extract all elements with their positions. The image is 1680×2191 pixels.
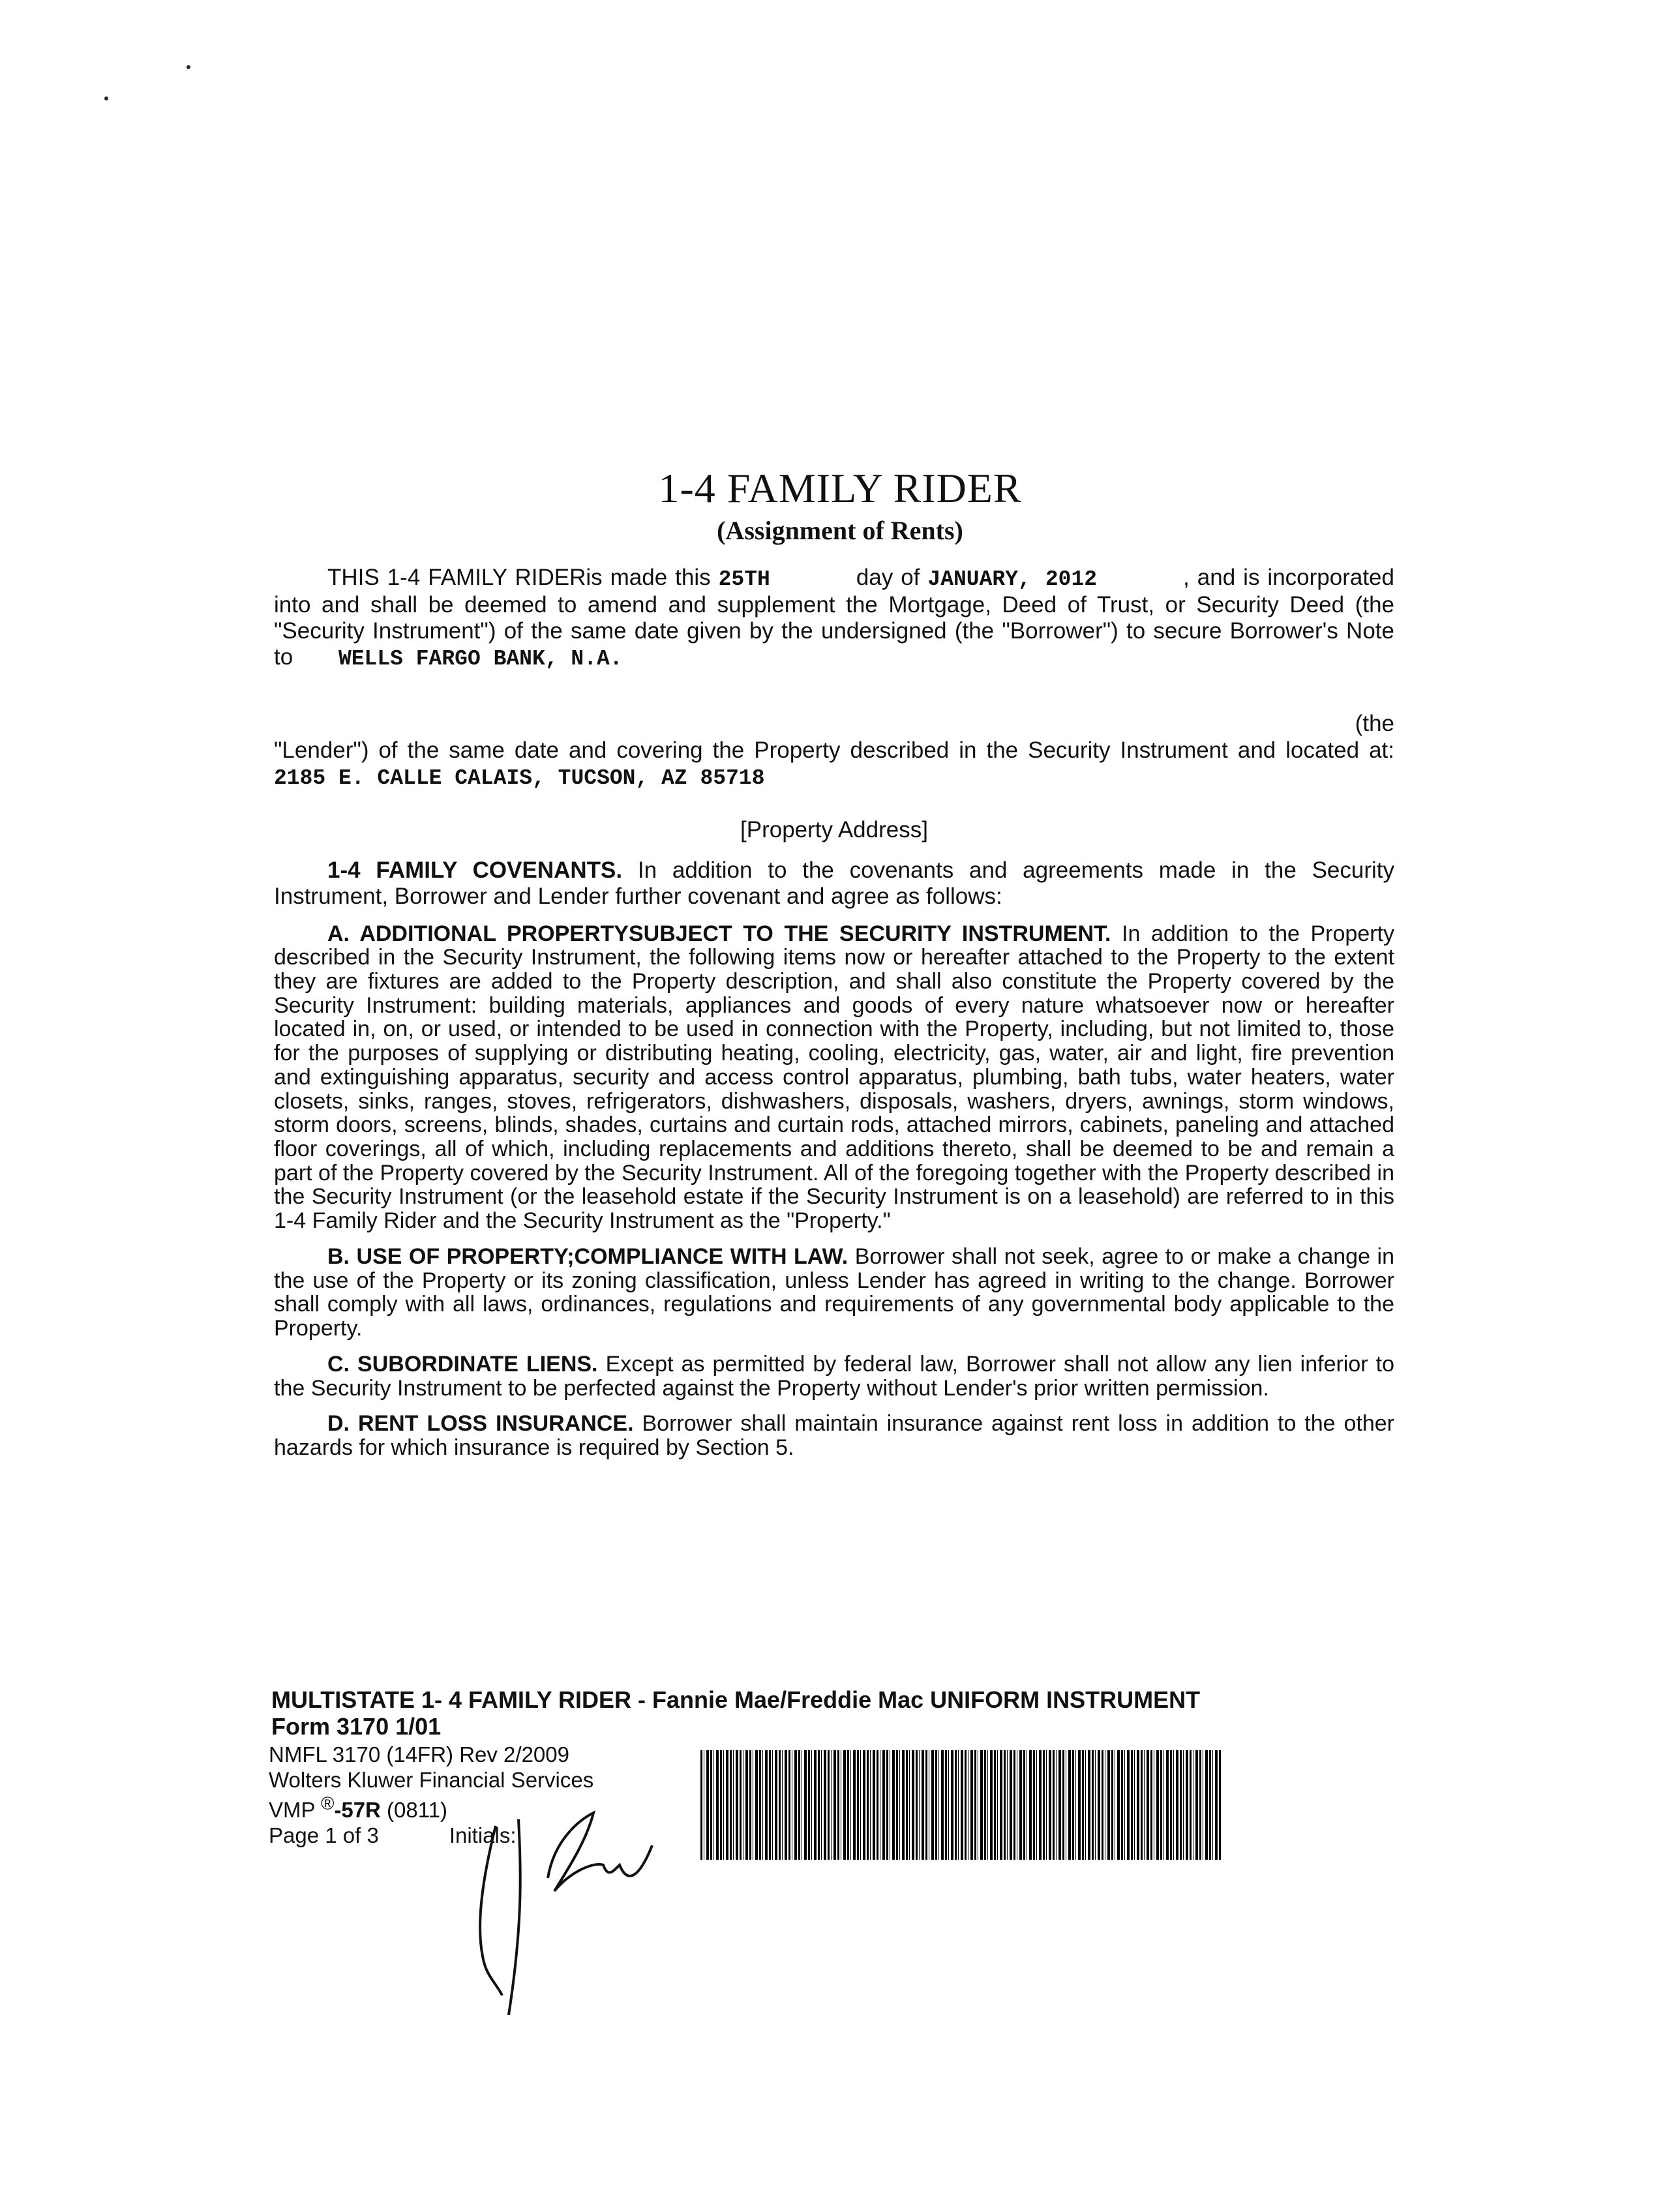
form-code: NMFL 3170 (14FR) Rev 2/2009 [269, 1742, 569, 1766]
form-title-line1: MULTISTATE 1- 4 FAMILY RIDER - Fannie Mae/Freddie Mac UNIFORM INSTRUMENT [271, 1686, 1201, 1713]
section-heading: C. SUBORDINATE LIENS. [327, 1351, 598, 1377]
section-text: Except as permitted by federal law, Borrower shall not allow any lien inferior to the Security Instrument to be perfected against the Property without Lender's prior written permission. [274, 1351, 1394, 1401]
section-text: In addition to the Property described in the Security Instrument, the following items now or hereafter attached to the Property to the extent they are fixtures are added to the Property description, and shall also constitute the Property covered by the Security Instrument: building materials, appliances and goods of every nature whatsoever now or hereafter located in, on, or used, or intended to be used in connection with the Property, including, but not limited to, those for the purposes of supplying or distributing heating, cooling, electricity, gas, water, air and light, fire prevention and extinguishing apparatus, security and access control apparatus, plumbing, bath tubs, water heaters, water closets, sinks, ranges, stoves, refrigerators, dishwashers, disposals, washers, dryers, awnings, storm windows, storm doors, screens, blinds, shades, curtains and curtain rods, attached mirrors, cabinets, paneling and attached floor coverings, all of which, including replacements and additions thereto, shall be deemed to be and remain a part of the Property covered by the Security Instrument. All of the foregoing together with the Property described in the Security Instrument (or the leasehold estate if the Security Instrument is on a leasehold) are referred to in this 1-4 Family Rider and the Security Instrument as the "Property." [274, 921, 1395, 1234]
intro-lead: THIS 1-4 FAMILY RIDERis made this [327, 565, 711, 590]
lender-paragraph [274, 738, 1394, 791]
section-heading: B. USE OF PROPERTY;COMPLIANCE WITH LAW. [327, 1244, 848, 1269]
section-d [274, 1412, 1394, 1459]
covenants-paragraph [274, 857, 1394, 910]
the-open-paren: (the [1355, 711, 1394, 737]
rider-day: 25TH [718, 567, 770, 591]
section-heading: A. ADDITIONAL PROPERTYSUBJECT TO THE SECURITY INSTRUMENT. [327, 921, 1111, 946]
rider-month-year: JANUARY, 2012 [927, 567, 1098, 591]
lender-name: WELLS FARGO BANK, N.A. [338, 647, 623, 672]
section-a [274, 922, 1394, 1233]
barcode [700, 1750, 1222, 1860]
page-indicator: Page 1 of 3 Initials: [269, 1823, 517, 1847]
vmp-line: VMP ®-57R (0811) [269, 1793, 448, 1822]
property-address-label: [Property Address] [740, 816, 928, 842]
intro-text: and is incorporated into and shall be deemed to amend and supplement the Mortgage, Deed of Trust, or Security Deed (the "Security Instrument") of the same date given by the undersigned (the "Borrower") to secure Borrower's Note to [274, 565, 1394, 670]
document-body [274, 565, 1394, 1460]
lender-text: "Lender") of the same date and covering the Property described in the Security Instrument and located at: [274, 737, 1394, 763]
scan-speck [187, 65, 190, 69]
covenants-text: In addition to the covenants and agreements made in the Security Instrument, Borrower and Lender further covenant and agree as follows: [274, 857, 1395, 910]
publisher: Wolters Kluwer Financial Services [269, 1767, 594, 1792]
form-title-line2: Form 3170 1/01 [271, 1713, 442, 1740]
document-subtitle: (Assignment of Rents) [717, 516, 963, 545]
covenants-heading: 1-4 FAMILY COVENANTS. [327, 857, 623, 884]
intro-paragraph [274, 565, 1394, 672]
scan-speck [104, 97, 108, 100]
section-text: Borrower shall maintain insurance against rent loss in addition to the other hazards for which insurance is required by Section 5. [274, 1411, 1394, 1460]
day-of-label: day of [856, 565, 920, 590]
section-text: Borrower shall not seek, agree to or make a change in the use of the Property or its zoning classification, unless Lender has agreed in writing to the change. Borrower shall comply with all laws, ordinances, regulations and requirements of any governmental body applicable to the Property. [274, 1244, 1394, 1341]
section-heading: D. RENT LOSS INSURANCE. [327, 1411, 634, 1437]
section-c [274, 1352, 1394, 1400]
signature-initials [457, 1800, 717, 2015]
document-title: 1-4 FAMILY RIDER [658, 465, 1022, 511]
property-address: 2185 E. CALLE CALAIS, TUCSON, AZ 85718 [274, 766, 765, 790]
initials-label: Initials: [449, 1823, 517, 1847]
intro-comma: , [1183, 565, 1190, 590]
form-title [271, 1686, 1419, 1740]
section-b [274, 1245, 1394, 1341]
